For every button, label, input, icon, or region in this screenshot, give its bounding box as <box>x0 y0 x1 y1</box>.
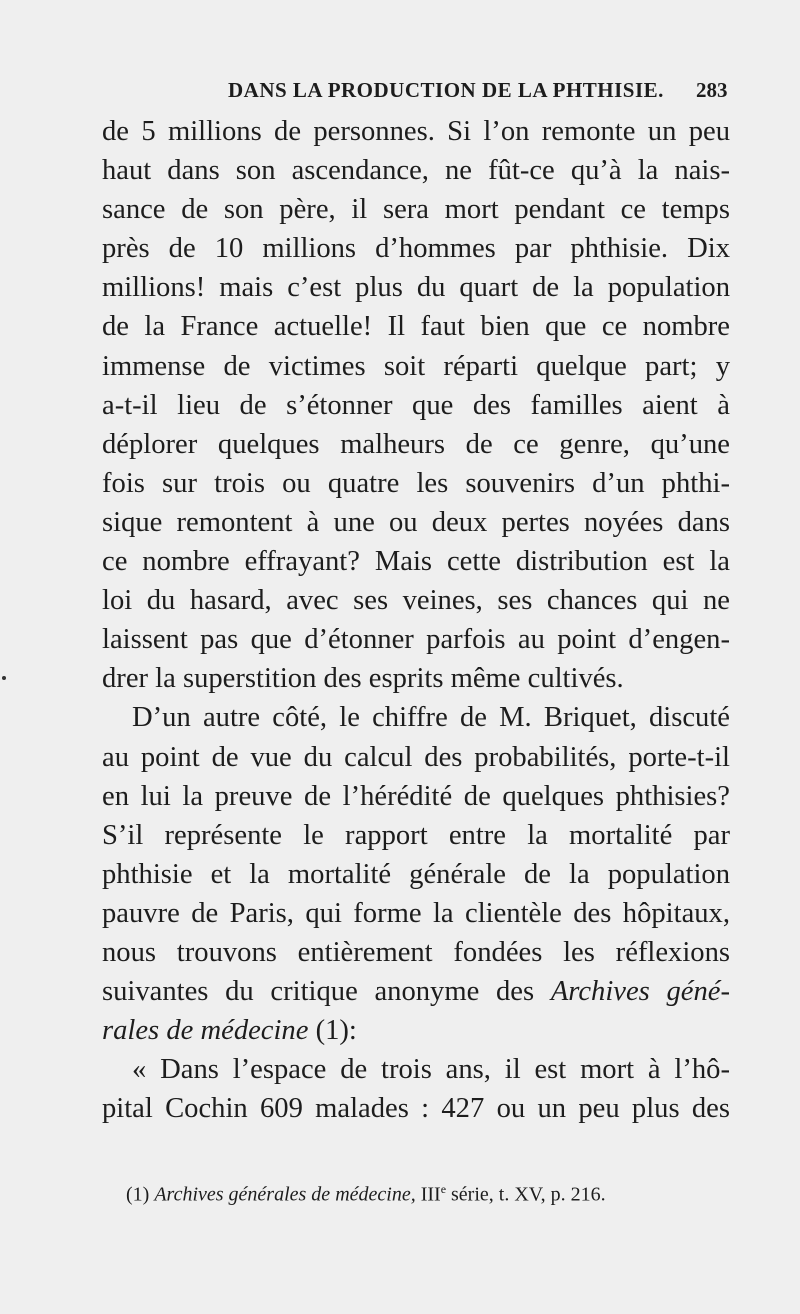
text-line: D’un autre côté, le chiffre de M. Briquet, discuté <box>132 702 730 734</box>
journal-title: Archives géné- <box>550 976 730 1008</box>
text-line: nous trouvons entièrement fondées les réflexions <box>102 936 730 968</box>
text-line: loi du hasard, avec ses veines, ses chances qui ne <box>102 585 730 617</box>
text-line: S’il représente le rapport entre la mortalité par <box>102 819 730 851</box>
footnote <box>126 1182 726 1207</box>
margin-speck <box>2 676 6 680</box>
text-line: de la France actuelle! Il faut bien que ce nombre <box>102 311 730 343</box>
footnote-title: Archives générales de médecine, <box>154 1183 416 1206</box>
journal-title: rales de médecine <box>102 1015 309 1047</box>
text-line: millions! mais c’est plus du quart de la population <box>102 272 730 304</box>
text-line: a-t-il lieu de s’étonner que des familles aient à <box>102 389 730 421</box>
text-line: au point de vue du calcul des probabilités, porte-t-il <box>102 741 730 773</box>
text-line: près de 10 millions d’hommes par phthisie. Dix <box>102 233 730 265</box>
text-line: en lui la preuve de l’hérédité de quelques phthisies? <box>102 780 730 812</box>
text-line: sance de son père, il sera mort pendant ce temps <box>102 194 730 226</box>
text-line: drer la superstition des esprits même cultivés. <box>102 663 624 695</box>
text-line: phthisie et la mortalité générale de la population <box>102 858 730 890</box>
page-number: 283 <box>696 78 728 102</box>
text-line: déplorer quelques malheurs de ce genre, qu’une <box>102 428 730 460</box>
text-line: rales de médecine (1): <box>102 1015 357 1047</box>
footnote-marker: (1) <box>126 1183 150 1206</box>
text-line: « Dans l’espace de trois ans, il est mort à l’hô- <box>132 1054 730 1086</box>
running-title: DANS LA PRODUCTION DE LA PHTHISIE. <box>228 78 664 102</box>
text-line: haut dans son ascendance, ne fût-ce qu’à la nais- <box>102 155 730 187</box>
text-line: pital Cochin 609 malades : 427 ou un peu plus des <box>102 1093 730 1125</box>
text-line: sique remontent à une ou deux pertes noyées dans <box>102 506 730 538</box>
body-text <box>102 112 730 1128</box>
text-line: suivantes du critique anonyme des Archives géné- <box>102 976 730 1008</box>
text-line: ce nombre effrayant? Mais cette distribution est la <box>102 546 730 578</box>
footnote-rest: série, t. XV, p. 216. <box>446 1183 606 1206</box>
text-line: de 5 millions de personnes. Si l’on remonte un peu <box>102 116 730 147</box>
text-line: pauvre de Paris, qui forme la clientèle des hôpitaux, <box>102 897 730 929</box>
text-line: laissent pas que d’étonner parfois au point d’engen- <box>102 624 730 656</box>
text-line: fois sur trois ou quatre les souvenirs d’un phthi- <box>102 467 730 499</box>
footnote-series-sup: e <box>440 1182 447 1196</box>
page-header <box>0 72 800 112</box>
text-line: immense de victimes soit réparti quelque part; y <box>102 350 730 382</box>
footnote-series: III <box>420 1183 441 1206</box>
